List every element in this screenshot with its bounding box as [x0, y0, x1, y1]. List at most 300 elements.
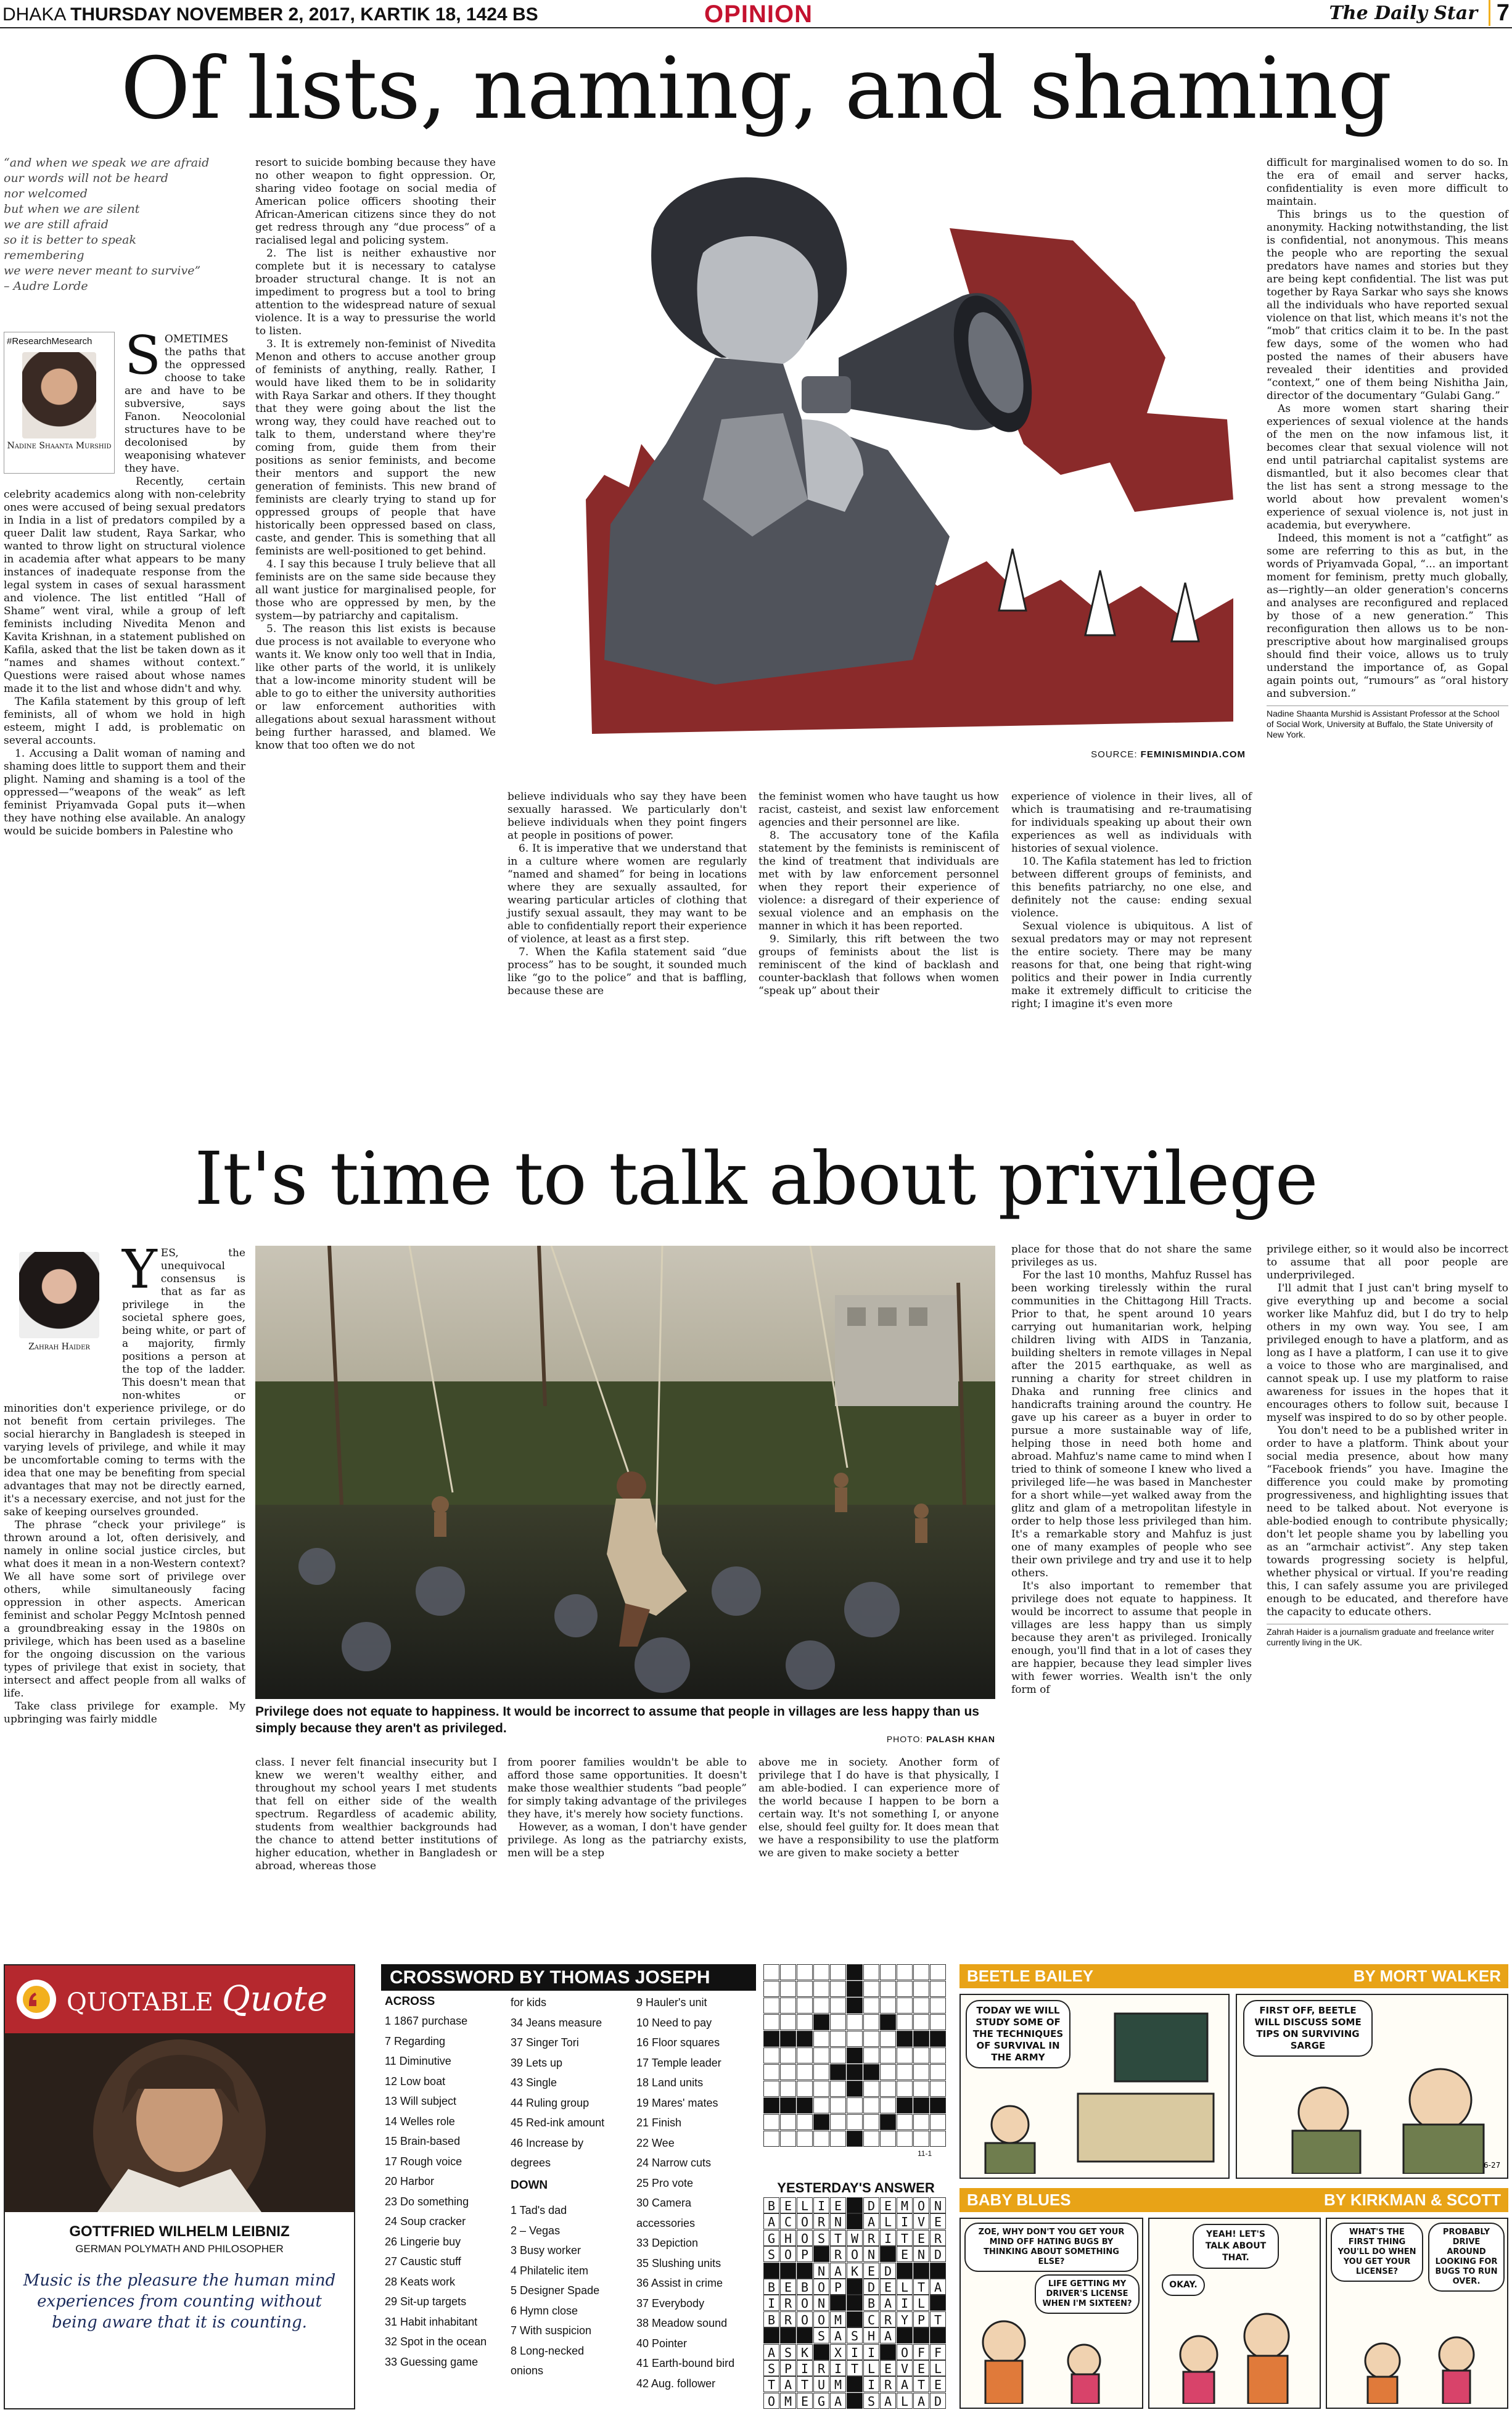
across-clue: 11 Diminutive: [385, 2055, 451, 2067]
across-clue: 29 Sit-up targets: [385, 2295, 467, 2308]
grid-cell: [763, 2131, 779, 2147]
speech-bubble: PROBABLY DRIVE AROUND LOOKING FOR BUGS TO RUN OVER.: [1428, 2223, 1505, 2292]
down-clue: 10 Need to pay: [636, 2016, 712, 2029]
section-title: OPINION: [704, 1, 813, 28]
down-clue: 38 Meadow sound: [636, 2317, 728, 2329]
epigraph-line: we were never meant to survive”: [4, 264, 201, 278]
grid-cell: [763, 1997, 779, 2014]
answer-cell: E: [930, 2213, 946, 2229]
grid-cell: [780, 2131, 796, 2147]
answer-cell: [847, 2393, 863, 2409]
answer-cell: I: [813, 2197, 829, 2213]
grid-cell: [880, 2014, 896, 2030]
down-clue: 24 Narrow cuts: [636, 2157, 712, 2169]
grid-cell: [863, 2114, 879, 2130]
down-clue: 5 Designer Spade: [511, 2284, 600, 2297]
paragraph: ES, the unequivocal consensus is that as far as privilege in the societal sphere goes, being white, or part of a majority, firmly positions a person at the top of the ladder. This doesn't mean that non-whites or minorities don't experience privilege, or do not benefit from certain privileges. The social hierarchy in Bangladesh is steeped in varying levels of privilege, and while it may be uncomfortable coming to terms with the idea that one may be benefiting from special advantages that may not be directly earned, it's a necessary exercise, and not just for the sake of keeping ourselves grounded.: [4, 1247, 245, 1518]
grid-cell: [847, 2097, 863, 2113]
across-clue: 33 Guessing game: [385, 2355, 479, 2368]
paragraph: 1. Accusing a Dalit woman of naming and shaming does little to support them and their plight. Naming and shaming is a tool of the oppressed—“weapons of the weak” as left feminist Priyamvada Gopal puts it—when they have nothing else available. An analogy would be suicide bombers in Palestine who: [4, 747, 245, 837]
answer-cell: P: [830, 2279, 846, 2295]
answer-cell: O: [813, 2279, 829, 2295]
down-clue: 1 Tad's dad: [511, 2204, 567, 2216]
grid-cell: [930, 2064, 946, 2080]
grid-cell: [813, 2097, 829, 2113]
epigraph-line: nor welcomed: [4, 187, 88, 200]
answer-cell: N: [813, 2263, 829, 2279]
grid-cell: [780, 2047, 796, 2063]
grid-cell: [880, 2081, 896, 2097]
grid-cell: [797, 2064, 813, 2080]
grid-cell: [813, 2031, 829, 2047]
answer-cell: X: [830, 2344, 846, 2360]
grid-cell: [847, 2131, 863, 2147]
answer-cell: A: [763, 2213, 779, 2229]
down-clue: 33 Depiction: [636, 2237, 699, 2249]
answer-cell: R: [780, 2295, 796, 2311]
answer-cell: W: [847, 2230, 863, 2246]
paragraph: Recently, certain celebrity academics along with non-celebrity ones were accused of being sexual predators in India in a list of predators compiled by a queer Dalit law student, Raya Sarkar, who wanted to throw light on structural violence in academia after what appears to be many instances of inadequate response from the legal system in cases of sexual harassment and violence. The list entitled “Hall of Shame” went viral, while a group of left feminists including Nivedita Menon and Kavita Krishnan, in a statement published on Kafila, asked that the list be taken down as it “names and shames without context.” Questions were raised about whose names made it to the list and whose didn't and why.: [4, 475, 245, 695]
across-clue: 39 Lets up: [511, 2056, 563, 2069]
grid-cell: [930, 2014, 946, 2030]
answer-cell: N: [830, 2213, 846, 2229]
across-clue: 28 Keats work: [385, 2275, 456, 2288]
answer-cell: I: [897, 2295, 913, 2311]
speech-bubble: FIRST OFF, BEETLE WILL DISCUSS SOME TIPS ON SURVIVING SARGE: [1243, 2000, 1373, 2057]
crossword-title: CROSSWORD BY THOMAS JOSEPH: [381, 1964, 756, 1991]
grid-cell: [930, 2031, 946, 2047]
grid-cell: [763, 1964, 779, 1980]
grid-cell: [813, 2014, 829, 2030]
grid-cell: [930, 2081, 946, 2097]
article2-column-4: [758, 1756, 999, 1860]
answer-cell: B: [763, 2311, 779, 2327]
answer-cell: L: [913, 2295, 929, 2311]
across-clue: 45 Red-ink amount: [511, 2117, 605, 2129]
grid-cell: [813, 1964, 829, 1980]
answer-cell: K: [797, 2344, 813, 2360]
grid-cell: [863, 2097, 879, 2113]
grid-cell: [880, 2064, 896, 2080]
article1-headline: Of lists, naming, and shaming: [120, 39, 1392, 138]
answer-cell: A: [780, 2376, 796, 2392]
answer-cell: B: [763, 2197, 779, 2213]
answer-cell: [847, 2295, 863, 2311]
paragraph: place for those that do not share the same privileges as us.: [1011, 1243, 1252, 1269]
answer-cell: T: [797, 2376, 813, 2392]
grid-cell: [780, 2031, 796, 2047]
spacer: [4, 333, 125, 476]
answer-cell: P: [797, 2246, 813, 2262]
epigraph-line: “and when we speak we are afraid: [4, 156, 210, 170]
answer-cell: R: [880, 2376, 896, 2392]
paragraph: For the last 10 months, Mahfuz Russel has been working tirelessly within the rural communities in the Chittagong Hill Tracts. Prior to that, he spent around 10 years carrying out humanitarian work, helping children living with AIDS in Tanzania, building shelters in remote villages in Nepal after the 2015 earthquake, as well as running a charity for street children in Dhaka and running free clinics and handicrafts training around the country. He gave up his career as a buyer in order to pursue a more sustainable way of life, helping those in need both home and abroad. Mahfuz's name came to mind when I tried to think of someone I knew who lived a privileged life—he was based in Manchester for a short while—yet walked away from the glitz and glam of a metropolitan lifestyle in order to help those less privileged than him. It's a remarkable story and Mahfuz is just one of many examples of people who see their own privilege and try and use it to help others.: [1011, 1269, 1252, 1579]
strip-title-bar: [959, 1964, 1508, 1988]
answer-cell: C: [863, 2311, 879, 2327]
across-clue: degrees: [511, 2157, 551, 2169]
grid-cell: [913, 2097, 929, 2113]
epigraph-line: but when we are silent: [4, 202, 140, 216]
grid-cell: [930, 1964, 946, 1980]
grid-cell: [897, 2097, 913, 2113]
strip-byline: BY KIRKMAN & SCOTT: [1324, 2191, 1501, 2209]
down-clue: 4 Philatelic item: [511, 2264, 589, 2277]
down-clue: 8 Long-necked: [511, 2344, 585, 2357]
answer-cell: S: [813, 2327, 829, 2343]
article2-column-2: [255, 1756, 497, 1873]
grid-cell: [847, 2031, 863, 2047]
grid-cell: [763, 1981, 779, 1997]
answer-cell: I: [847, 2344, 863, 2360]
answer-cell: A: [930, 2279, 946, 2295]
masthead: [0, 0, 1512, 28]
paragraph: Take class privilege for example. My upbringing was fairly middle: [4, 1700, 245, 1726]
epigraph-line: so it is better to speak: [4, 233, 137, 247]
down-clue: 18 Land units: [636, 2076, 704, 2089]
answer-cell: [813, 2246, 829, 2262]
strip-title: BEETLE BAILEY: [967, 1967, 1094, 1985]
across-clue: 27 Caustic stuff: [385, 2255, 461, 2268]
paragraph: above me in society. Another form of privilege that I do have is that physically, I am able-bodied. I can experience more of the world because I happen to be born a certain way. It's not something I, or anyone else, should feel guilty for. It does mean that we have a responsibility to use the platform we are given to make society a better: [758, 1756, 999, 1859]
answer-cell: [830, 2295, 846, 2311]
quote-logo-icon: [14, 1977, 59, 2022]
down-clue: 3 Busy worker: [511, 2244, 581, 2257]
answer-cell: E: [863, 2263, 879, 2279]
answer-cell: A: [863, 2213, 879, 2229]
grid-cell: [863, 1981, 879, 1997]
grid-cell: [930, 1997, 946, 2014]
answer-cell: T: [930, 2311, 946, 2327]
grid-cell: [830, 2097, 846, 2113]
answer-cell: D: [863, 2197, 879, 2213]
grid-cell: [813, 2131, 829, 2147]
answer-cell: R: [813, 2360, 829, 2376]
answer-cell: A: [880, 2327, 896, 2343]
answer-cell: A: [763, 2344, 779, 2360]
grid-cell: [913, 2014, 929, 2030]
answer-cell: [930, 2263, 946, 2279]
down-clue: 19 Mares' mates: [636, 2096, 718, 2109]
speech-bubble: TODAY WE WILL STUDY SOME OF THE TECHNIQUES OF SURVIVAL IN THE ARMY: [966, 2000, 1070, 2068]
grid-cell: [897, 2031, 913, 2047]
grid-cell: [813, 2081, 829, 2097]
grid-cell: [780, 2081, 796, 2097]
answer-cell: [880, 2344, 896, 2360]
answer-cell: I: [763, 2295, 779, 2311]
answer-cell: I: [863, 2344, 879, 2360]
answer-cell: T: [763, 2376, 779, 2392]
grid-cell: [880, 1997, 896, 2014]
answer-cell: O: [897, 2344, 913, 2360]
paragraph: 9. Similarly, this rift between the two groups of feminists about the list is reminiscent of the kind of backlash and counter-backlash that follows when women “speak up” about their: [758, 933, 999, 997]
comic-panel: [1148, 2218, 1321, 2409]
answer-cell: I: [830, 2360, 846, 2376]
across-clue: 12 Low boat: [385, 2075, 446, 2088]
paragraph: 4. I say this because I truly believe that all feminists are on the same side because they all want justice for marginalised people, for those who are oppressed by men, by the system—by patriarchy and capitalism.: [255, 558, 496, 622]
article2-column-6: [1267, 1243, 1508, 1648]
grid-cell: [913, 2114, 929, 2130]
grid-cell: [863, 2081, 879, 2097]
grid-cell: [880, 1964, 896, 1980]
answer-cell: I: [797, 2360, 813, 2376]
grid-cell: [897, 2014, 913, 2030]
epigraph-line: – Audre Lorde: [4, 279, 88, 293]
down-clue: 7 With suspicion: [511, 2324, 592, 2337]
answer-cell: [847, 2213, 863, 2229]
down-heading: DOWN: [511, 2178, 548, 2192]
grid-cell: [847, 1964, 863, 1980]
answer-cell: M: [780, 2393, 796, 2409]
down-clue: 9 Hauler's unit: [636, 1996, 707, 2009]
answer-cell: T: [897, 2230, 913, 2246]
across-clue: 13 Will subject: [385, 2095, 457, 2107]
answer-cell: [930, 2295, 946, 2311]
grid-cell: [780, 1981, 796, 1997]
grid-cell: [830, 2114, 846, 2130]
answer-cell: I: [897, 2213, 913, 2229]
answer-cell: C: [780, 2213, 796, 2229]
grid-cell: [880, 1981, 896, 1997]
grid-cell: [897, 1964, 913, 1980]
answer-cell: O: [797, 2213, 813, 2229]
answer-cell: [797, 2327, 813, 2343]
answer-cell: A: [830, 2263, 846, 2279]
article2-column-5: [1011, 1243, 1252, 1697]
speech-bubble: ZOE, WHY DON'T YOU GET YOUR MIND OFF HATING BUGS BY THINKING ABOUT SOMETHING ELSE?: [964, 2223, 1138, 2272]
answer-cell: A: [880, 2393, 896, 2409]
crossword-box: [381, 1964, 950, 2409]
author-bio: Zahrah Haider is a journalism graduate and freelance writer currently living in the UK.: [1267, 1624, 1508, 1648]
grid-cell: [797, 2131, 813, 2147]
down-clue: 30 Camera: [636, 2197, 692, 2209]
grid-cell: [913, 2031, 929, 2047]
answer-cell: [913, 2327, 929, 2343]
answer-cell: I: [880, 2230, 896, 2246]
answer-cell: [897, 2263, 913, 2279]
newspaper-brand: The Daily Star: [1329, 2, 1477, 24]
paragraph: Indeed, this moment is not a “catfight” as some are referring to this as but, in the words of Priyamvada Gopal, “... an important moment for feminism, pretty much globally, as—rightly—an older generation's concerns and analyses are reconfigured and replaced by those of a new generation.” This reconfiguration then allows us to be non-prescriptive about how marginalised groups should find their voice, allows us to truly understand the importance of, as Gopal again points out, “rumours” as “oral history and subversion.”: [1267, 532, 1508, 700]
answer-cell: L: [880, 2213, 896, 2229]
grid-cell: [880, 2031, 896, 2047]
answer-cell: R: [930, 2230, 946, 2246]
answer-cell: E: [830, 2197, 846, 2213]
answer-cell: L: [897, 2393, 913, 2409]
down-clue: 35 Slushing units: [636, 2257, 721, 2269]
speech-bubble: LIFE GETTING MY DRIVER'S LICENSE WHEN I'M SIXTEEN?: [1035, 2274, 1140, 2314]
grid-cell: [813, 2114, 829, 2130]
speech-bubble: YEAH! LET'S TALK ABOUT THAT.: [1193, 2224, 1279, 2269]
grid-cell: [763, 2064, 779, 2080]
answer-cell: E: [880, 2197, 896, 2213]
girl-figure: [617, 1471, 646, 1501]
issue-date: DHAKA THURSDAY NOVEMBER 2, 2017, KARTIK 18, 1424 BS: [2, 4, 538, 25]
answer-cell: [880, 2246, 896, 2262]
paragraph: resort to suicide bombing because they have no other weapon to fight oppression. Or, sharing video footage on social media of American police officers shooting their African-American citizens since they do not get redress through any “due process” of a racialised legal and policing system.: [255, 157, 496, 247]
grid-cell: [863, 2047, 879, 2063]
paragraph: You don't need to be a published writer in order to have a platform. Think about your social media presence, about how many “Facebook friends” you have. Imagine the difference you could make by promoting progressiveness, and highlighting issues that need to be talked about. Not everyone is able-bodied enough to contribute physically; don't let people shame you by labelling you as an “armchair activist”. Any step taken towards progressing society is helpful, whether physical or virtual. If you're reading this, I can safely assume you are privileged enough to be educated, and therefore have the capacity to educate others.: [1267, 1425, 1508, 1618]
down-clue: 6 Hymn close: [511, 2304, 578, 2317]
article1-column-5: [1011, 791, 1252, 1011]
grid-cell: [797, 2047, 813, 2063]
answer-cell: M: [830, 2311, 846, 2327]
answer-cell: D: [863, 2279, 879, 2295]
across-clue: 24 Soup cracker: [385, 2215, 466, 2228]
down-clue: 17 Temple leader: [636, 2056, 721, 2069]
grid-cell: [897, 2064, 913, 2080]
answer-cell: [847, 2311, 863, 2327]
grid-cell: [780, 2064, 796, 2080]
down-clue: 41 Earth-bound bird: [636, 2357, 735, 2369]
answer-cell: U: [813, 2376, 829, 2392]
answer-cell: H: [863, 2327, 879, 2343]
answer-cell: S: [847, 2327, 863, 2343]
paragraph: It's also important to remember that privilege does not equate to happiness. It would be incorrect to assume that people in villages are less happy than us simply because they aren't as privileged. Ironically enough, you'll find that in a lot of cases they are happier, because they lead simpler lives with fewer worries. Wealth isn't the only form of: [1011, 1580, 1252, 1696]
speech-bubble: OKAY.: [1162, 2274, 1205, 2296]
answer-cell: M: [830, 2376, 846, 2392]
grid-cell: [797, 2081, 813, 2097]
across-clue: 20 Harbor: [385, 2175, 435, 2187]
answer-cell: E: [913, 2230, 929, 2246]
face: [697, 236, 818, 368]
answer-cell: G: [813, 2393, 829, 2409]
answer-cell: T: [830, 2230, 846, 2246]
answer-cell: [847, 2197, 863, 2213]
grid-cell: [780, 1997, 796, 2014]
down-clue: 21 Finish: [636, 2117, 682, 2129]
author-name: Zahrah Haider: [28, 1342, 90, 1352]
answer-cell: L: [797, 2197, 813, 2213]
svg-text:6-27: 6-27: [1484, 2161, 1501, 2170]
down-clue: 22 Wee: [636, 2136, 675, 2149]
answer-cell: A: [897, 2376, 913, 2392]
grid-cell: [847, 2064, 863, 2080]
answer-cell: N: [813, 2295, 829, 2311]
grid-cell: [897, 1981, 913, 1997]
answer-cell: S: [763, 2246, 779, 2262]
strip-title: BABY BLUES: [967, 2191, 1071, 2209]
answer-cell: P: [913, 2311, 929, 2327]
paragraph: believe individuals who say they have been sexually harassed. We particularly don't believe individuals when they point fingers at people in positions of power.: [507, 791, 747, 842]
grid-cell: [830, 1964, 846, 1980]
answer-cell: N: [913, 2246, 929, 2262]
grid-cell: [763, 2114, 779, 2130]
across-clue: 7 Regarding: [385, 2034, 446, 2047]
across-clue: 1 1867 purchase: [385, 2015, 468, 2027]
grid-cell: [763, 2097, 779, 2113]
grid-cell: [863, 2031, 879, 2047]
paragraph: Sexual violence is ubiquitous. A list of sexual predators may or may not represent the entire society. There may be many reasons for that, one being that right-wing politics and their power in India currently make it extremely difficult to criticise the right; I imagine it's even more: [1011, 920, 1252, 1010]
grid-cell: [897, 2081, 913, 2097]
answer-cell: E: [913, 2360, 929, 2376]
answer-cell: [797, 2263, 813, 2279]
answer-cell: [897, 2327, 913, 2343]
paragraph: 5. The reason this list exists is because due process is not available to everyone who wants it. We know only too well that in India, like other parts of the world, it is unlikely that a low-income minority student will be able to go to either the university authorities or law enforcement authorities with allegations about sexual harassment without being further harassed, and blamed. We know that too often we do not: [255, 623, 496, 752]
across-clue: 43 Single: [511, 2076, 557, 2089]
paragraph: However, as a woman, I don't have gender privilege. As long as the patriarchy exists, men will be a step: [507, 1821, 747, 1859]
answer-cell: A: [830, 2327, 846, 2343]
down-clues: [511, 1993, 634, 2381]
answer-cell: N: [863, 2246, 879, 2262]
grid-cell: [830, 2014, 846, 2030]
paragraph: As more women start sharing their experiences of sexual violence at the hands of the men on the now infamous list, it becomes clear that sexual violence will not end until patriarchal capitalist systems are dismantled, but it also becomes clear that the list has sent a strong message to the world about how prevalent women's experience of sexual violence is, not just in academia, but everywhere.: [1267, 403, 1508, 532]
grid-cell: [813, 2047, 829, 2063]
answer-cell: O: [913, 2197, 929, 2213]
grid-cell: [847, 1997, 863, 2014]
across-clue: 15 Brain-based: [385, 2135, 461, 2147]
grid-cell: [830, 1981, 846, 1997]
comic-panel: [1326, 2218, 1508, 2409]
paragraph: difficult for marginalised women to do so. In the era of email and server hacks, confidentiality is even more difficult to maintain.: [1267, 157, 1508, 208]
answer-title: YESTERDAY'S ANSWER: [777, 2180, 935, 2195]
paragraph: class. I never felt financial insecurity but I knew we weren't wealthy either, and throughout my school years I met students that fell on either side of the wealth spectrum. Regardless of academic ability, students from wealthier backgrounds had the chance to attend better institutions of higher education, whether in Bangladesh or abroad, whereas those: [255, 1756, 497, 1872]
answer-cell: L: [897, 2279, 913, 2295]
grid-cell: [813, 2064, 829, 2080]
paragraph: 6. It is imperative that we understand that in a culture where women are regularly “named and shamed” for being in locations where they are sexually assaulted, for wearing particular articles of clothing that justify sexual assault, they may want to be able to confidentially report their experience of violence, at least as a first step.: [507, 842, 747, 945]
epigraph-line: our words will not be heard: [4, 171, 168, 185]
answer-cell: O: [847, 2246, 863, 2262]
answer-cell: V: [913, 2213, 929, 2229]
article2-column-1: [4, 1239, 245, 1726]
across-clues: [385, 2011, 508, 2372]
page-number: 7: [1489, 0, 1510, 26]
grid-cell: [880, 2114, 896, 2130]
across-clue: 37 Singer Tori: [511, 2036, 579, 2049]
grid-cell: [780, 2114, 796, 2130]
article1-column-2: [255, 157, 496, 752]
author-bio: Nadine Shaanta Murshid is Assistant Professor at the School of Social Work, University at Buffalo, the State University of New York.: [1267, 706, 1508, 740]
grid-id: 11-1: [918, 2149, 932, 2158]
article2-headline: It's time to talk about privilege: [194, 1136, 1318, 1221]
grid-cell: [930, 2097, 946, 2113]
grid-cell: [763, 2014, 779, 2030]
answer-cell: H: [780, 2230, 796, 2246]
answer-cell: E: [797, 2393, 813, 2409]
paragraph: experience of violence in their lives, all of which is traumatising and re-traumatising for individuals speaking up about their own experiences as well as individuals with histories of sexual violence.: [1011, 791, 1252, 855]
answer-cell: O: [763, 2393, 779, 2409]
baby-blues-strip: [959, 2188, 1508, 2410]
answer-cell: I: [863, 2376, 879, 2392]
grid-cell: [863, 2014, 879, 2030]
grid-cell: [913, 1997, 929, 2014]
quote-label: QUOTABLE Quote: [67, 1978, 328, 2019]
grid-cell: [880, 2047, 896, 2063]
photo-credit: PHOTO: PALASH KHAN: [886, 1734, 995, 1744]
grid-cell: [913, 2064, 929, 2080]
paragraph: The Kafila statement by this group of left feminists, all of whom we hold in high esteem, might I add, is problematic on several accounts.: [4, 696, 245, 747]
down-clue: 16 Floor squares: [636, 2036, 720, 2049]
quote-name: GOTTFRIED WILHELM LEIBNIZ: [69, 2223, 290, 2240]
grid-cell: [830, 2064, 846, 2080]
grid-cell: [813, 1997, 829, 2014]
answer-cell: S: [780, 2344, 796, 2360]
grid-cell: [880, 2131, 896, 2147]
spacer: [4, 1247, 122, 1401]
answer-cell: O: [797, 2230, 813, 2246]
crossword-grid: [763, 1964, 948, 2149]
answer-cell: M: [897, 2197, 913, 2213]
quote-title: GERMAN POLYMATH AND PHILOSOPHER: [75, 2243, 284, 2255]
answer-cell: D: [930, 2246, 946, 2262]
answer-cell: E: [897, 2246, 913, 2262]
answer-cell: N: [930, 2197, 946, 2213]
answer-cell: [780, 2263, 796, 2279]
paragraph: 3. It is extremely non-feminist of Nivedita Menon and others to accuse another group of feminists of anything, really. Rather, I would have liked them to be in solidarity with Raya Sarkar and others. If they thought that they were going about the list the wrong way, they could have reached out to talk to them, understand where they're coming from, guide them from their positions as senior feminists, and become their mentors and support the new generation of feminists. This new brand of feminists are clearly trying to stand up for oppressed groups of people that have historically been oppressed based on class, caste, and gender. This is something that all feminists are well-positioned to get behind.: [255, 338, 496, 557]
paragraph: privilege either, so it would also be incorrect to assume that all poor people are underprivileged.: [1267, 1243, 1508, 1282]
answer-cell: [780, 2327, 796, 2343]
grid-cell: [863, 2064, 879, 2080]
comic-panel: [959, 2218, 1143, 2409]
across-clue: 14 Welles role: [385, 2115, 455, 2128]
